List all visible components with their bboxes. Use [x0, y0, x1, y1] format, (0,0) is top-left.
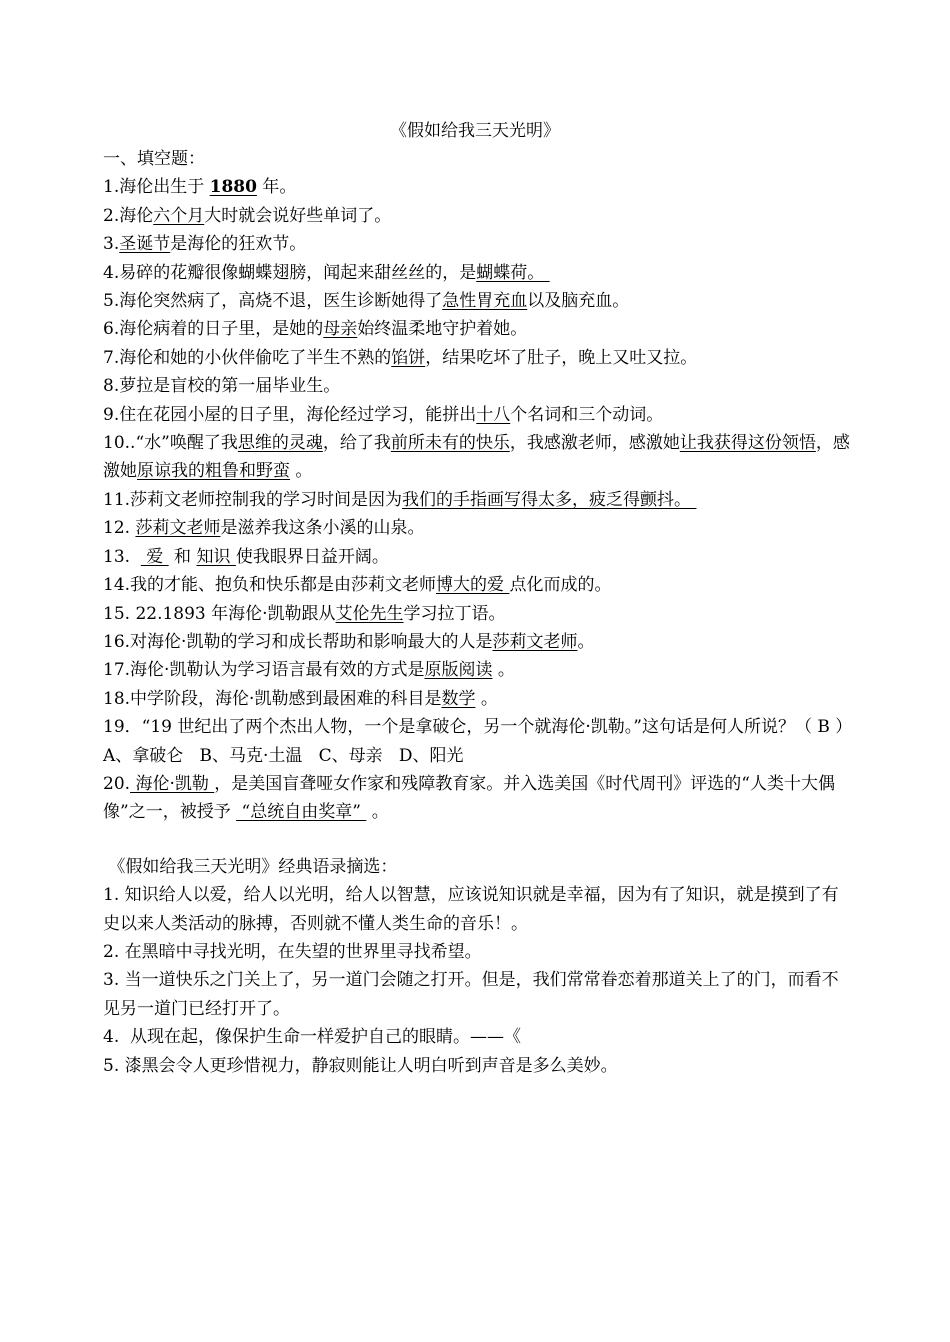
- answer-text: 圣诞节: [119, 234, 171, 255]
- quote-item: 1. 知识给人以爱，给人以光明，给人以智慧，应该说知识就是幸福，因为有了知识，就是摸到了有史以来人类活动的脉搏，否则就不懂人类生命的音乐！。: [103, 885, 839, 934]
- question-item: [103, 372, 855, 400]
- question-text: ，给了我: [322, 433, 391, 454]
- question-item: [103, 429, 855, 486]
- answer-text: 前所未有的快乐: [390, 433, 510, 454]
- answer-text: 爱: [140, 546, 169, 567]
- question-item: [103, 543, 855, 571]
- fill-blank-list: [103, 173, 855, 826]
- quote-item: 2. 在黑暗中寻找光明，在失望的世界里寻找希望。: [103, 941, 482, 962]
- question-item: [103, 173, 855, 201]
- quote-item: 5. 漆黑会令人更珍惜视力，静寂则能让人明白听到声音是多么美妙。: [103, 1055, 618, 1076]
- section-heading-quotes: 《假如给我三天光明》经典语录摘选：: [103, 856, 398, 877]
- question-item: [103, 514, 855, 542]
- question-text: 17.海伦·凯勒认为学习语言最有效的方式是: [103, 660, 425, 681]
- question-item: [103, 344, 855, 372]
- question-text: 13.: [103, 546, 141, 567]
- question-text: 8.萝拉是盲校的第一届毕业生。: [103, 376, 341, 397]
- question-text: A、拿破仑 B、马克·土温 C、母亲 D、阳光: [103, 745, 464, 766]
- question-text: 学习拉丁语。: [403, 603, 506, 624]
- answer-text: 数学: [441, 688, 476, 709]
- question-text: 使我眼界日益开阔。: [235, 546, 389, 567]
- question-text: 是海伦的狂欢节。: [170, 234, 307, 255]
- document-title: 《假如给我三天光明》: [390, 121, 560, 141]
- question-text: 4.易碎的花瓣很像蝴蝶翅膀，闻起来甜丝丝的，是: [103, 262, 477, 283]
- question-text: 1.海伦出生于: [103, 177, 210, 198]
- question-text: 19．“19 世纪出了两个杰出人物，一个是拿破仑，另一个就海伦·凯勒。”这句话是何人所说？（ B ）: [103, 717, 853, 738]
- question-text: 20.: [103, 773, 131, 794]
- question-item: [103, 202, 855, 230]
- question-text: ，是美国盲聋哑女作家和残障教育家。并入选美国《时代周刊》评选的“人类十大偶像”之一，被授予: [103, 773, 835, 823]
- question-item: [103, 287, 855, 315]
- question-item: [103, 742, 855, 770]
- question-text: 11.莎莉文老师控制我的学习时间是因为: [103, 489, 403, 510]
- document-body: [103, 145, 855, 1080]
- question-text: ，结果吃坏了肚子，晚上又吐又拉。: [425, 347, 698, 368]
- question-text: 个名词和三个动词。: [510, 404, 664, 425]
- question-text: ，感激她: [103, 433, 850, 482]
- question-item: [103, 401, 855, 429]
- question-text: 6.海伦病着的日子里，是她的: [103, 319, 324, 340]
- answer-text: 思维的灵魂: [237, 433, 323, 454]
- answer-text: 原版阅读: [424, 660, 493, 681]
- question-item: [103, 315, 855, 343]
- answer-text: 馅饼: [391, 347, 426, 368]
- question-text: 。: [577, 631, 595, 652]
- question-item: [103, 571, 855, 599]
- question-text: 3.: [103, 234, 120, 255]
- question-text: 16.对海伦·凯勒的学习和成长帮助和影响最大的人是: [103, 631, 493, 652]
- answer-text: 莎莉文老师: [135, 518, 221, 539]
- answer-text: 莎莉文老师: [492, 631, 578, 652]
- question-item: [103, 486, 855, 514]
- question-item: [103, 713, 855, 741]
- answer-text: 六个月: [153, 205, 205, 226]
- answer-text: 艾伦先生: [335, 603, 404, 624]
- question-text: 始终温柔地守护着她。: [357, 319, 528, 340]
- section-heading-fill-blank: 一、填空题：: [103, 149, 205, 169]
- question-text: ，我感激老师，感激她: [509, 433, 680, 454]
- question-item: [103, 770, 855, 827]
- question-text: 。: [475, 688, 498, 709]
- question-text: 年。: [256, 177, 297, 198]
- question-text: 2.海伦: [103, 205, 154, 226]
- answer-text: 博大的爱: [436, 575, 510, 596]
- question-item: [103, 628, 855, 656]
- question-text: 。: [366, 802, 389, 823]
- question-text: 大时就会说好些单词了。: [204, 205, 392, 226]
- question-text: 和: [168, 546, 197, 567]
- question-text: 以及脑充血。: [527, 291, 630, 312]
- question-text: 18.中学阶段，海伦·凯勒感到最困难的科目是: [103, 688, 442, 709]
- question-text: 。: [290, 461, 313, 482]
- question-item: [103, 656, 855, 684]
- question-text: 7.海伦和她的小伙伴偷吃了半生不熟的: [103, 347, 392, 368]
- question-item: [103, 600, 855, 628]
- question-text: 。: [492, 660, 515, 681]
- answer-text: 十八: [476, 404, 511, 425]
- quote-item: 4. 从现在起，像保护生命一样爱护自己的眼睛。——《: [103, 1027, 522, 1048]
- answer-text: 让我获得这份领悟: [679, 433, 816, 454]
- answer-text: 急性胃充血: [442, 291, 528, 312]
- question-item: [103, 259, 855, 287]
- quote-item: 3. 当一道快乐之门关上了，另一道门会随之打开。但是，我们常常眷恋着那道关上了的门，而看不见另一道门已经打开了。: [103, 970, 839, 1019]
- question-text: 12.: [103, 518, 136, 539]
- answer-text: 知识: [196, 546, 236, 567]
- question-text: 10..“水”唤醒了我: [103, 433, 238, 454]
- answer-text: 母亲: [323, 319, 358, 340]
- answer-text: 蝴蝶荷。: [476, 262, 550, 283]
- question-text: 15. 22.1893 年海伦·凯勒跟从: [103, 603, 336, 624]
- answer-text: “总统自由奖章”: [236, 802, 367, 823]
- answer-text: 海伦·凯勒: [130, 773, 215, 794]
- answer-text: 我们的手指画写得太多，疲乏得颤抖。: [402, 489, 697, 510]
- question-item: [103, 685, 855, 713]
- answer-text: 1880: [209, 177, 257, 198]
- question-text: 9.住在花园小屋的日子里，海伦经过学习，能拼出: [103, 404, 477, 425]
- answer-text: 原谅我的粗鲁和野蛮: [137, 461, 290, 482]
- quotes-list: [103, 881, 855, 1080]
- question-text: 5.海伦突然病了，高烧不退，医生诊断她得了: [103, 291, 443, 312]
- section-gap: [103, 827, 855, 853]
- question-text: 是滋养我这条小溪的山泉。: [220, 518, 425, 539]
- question-text: 点化而成的。: [509, 575, 612, 596]
- question-item: [103, 230, 855, 258]
- question-text: 14.我的才能、抱负和快乐都是由莎莉文老师: [103, 575, 437, 596]
